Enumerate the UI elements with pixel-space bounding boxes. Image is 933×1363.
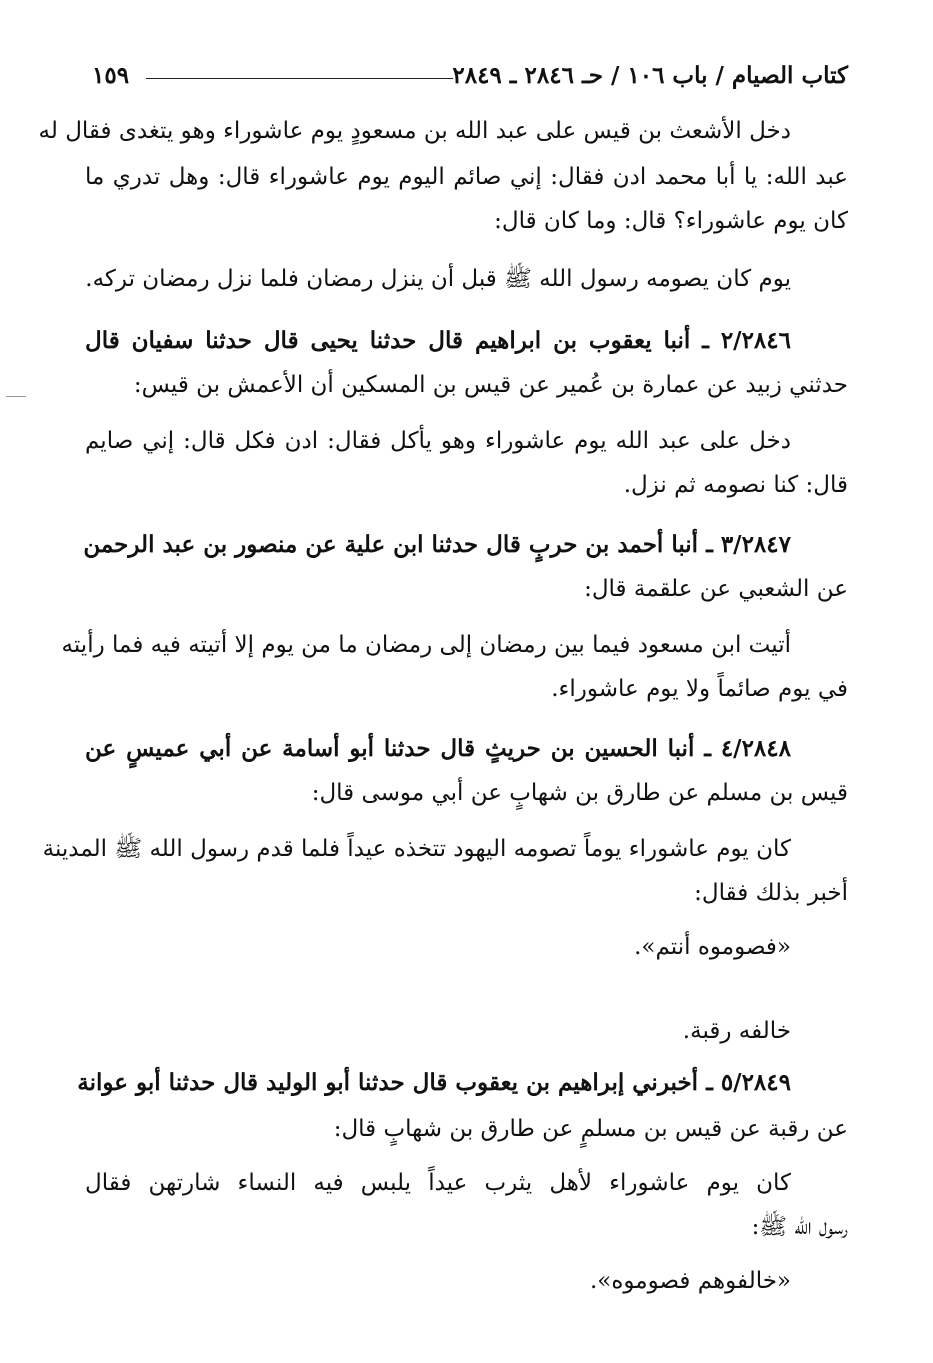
text-line: عن الشعبي عن علقمة قال: (584, 576, 848, 602)
text-line: دخل على عبد الله يوم عاشوراء وهو يأكل فقال: ادن فكل قال: إني صايم (85, 428, 791, 454)
text-line: أخبر بذلك فقال: (694, 880, 848, 906)
text-line: كان يوم عاشوراء لأهل يثرب عيداً يلبس فيه النساء شارتهن فقال (85, 1170, 791, 1196)
text-line: حدثني زبيد عن عمارة بن عُمير عن قيس بن المسكين أن الأعمش بن قيس: (133, 372, 848, 398)
hadith-number-line: ٤/٢٨٤٨ ـ أنبا الحسين بن حريثٍ قال حدثنا أبو أسامة عن أبي عميسٍ عن (85, 735, 791, 762)
margin-mark (6, 396, 26, 397)
text-line: عبد الله: يا أبا محمد ادن فقال: إني صائم اليوم يوم عاشوراء قال: وهل تدري ما (85, 164, 848, 190)
text-line: قيس بن مسلم عن طارق بن شهابٍ عن أبي موسى قال: (311, 780, 848, 806)
header-rule (146, 78, 453, 79)
text-line: في يوم صائماً ولا يوم عاشوراء. (551, 676, 848, 702)
text-line: قال: كنا نصومه ثم نزل. (623, 472, 848, 498)
text-line: كان يوم عاشوراء يوماً تصومه اليهود تتخذه عيداً فلما قدم رسول الله ﷺ المدينة (42, 836, 791, 862)
hadith-number-line: ٥/٢٨٤٩ ـ أخبرني إبراهيم بن يعقوب قال حدثنا أبو الوليد قال حدثنا أبو عوانة (77, 1069, 791, 1096)
running-title: كتاب الصيام / باب ١٠٦ / حـ ٢٨٤٦ ـ ٢٨٤٩ (452, 62, 848, 89)
text-line: عن رقبة عن قيس بن مسلمٍ عن طارق بن شهابٍ قال: (333, 1116, 848, 1142)
text-line: خالفه رقبة. (682, 1018, 791, 1044)
text-line: يوم كان يصومه رسول الله ﷺ قبل أن ينزل رمضان فلما نزل رمضان تركه. (85, 266, 791, 292)
text-line: كان يوم عاشوراء؟ قال: وما كان قال: (494, 208, 848, 234)
page-header (92, 56, 848, 96)
hadith-number-line: ٢/٢٨٤٦ ـ أنبا يعقوب بن ابراهيم قال حدثنا يحيى قال حدثنا سفيان قال (85, 327, 791, 354)
text-line: دخل الأشعث بن قيس على عبد الله بن مسعودٍ يوم عاشوراء وهو يتغدى فقال له (38, 118, 791, 144)
quote-line: «خالفوهم فصوموه». (589, 1268, 791, 1294)
hadith-number-line: ٣/٢٨٤٧ ـ أنبا أحمد بن حربٍ قال حدثنا ابن علية عن منصور بن عبد الرحمن (83, 531, 791, 558)
text-line: رسول الله ﷺ: (751, 1214, 848, 1240)
quote-line: «فصوموه أنتم». (634, 934, 791, 960)
page-number: ١٥٩ (92, 62, 130, 89)
text-line: أتيت ابن مسعود فيما بين رمضان إلى رمضان ما من يوم إلا أتيته فيه فما رأيته (61, 632, 791, 658)
